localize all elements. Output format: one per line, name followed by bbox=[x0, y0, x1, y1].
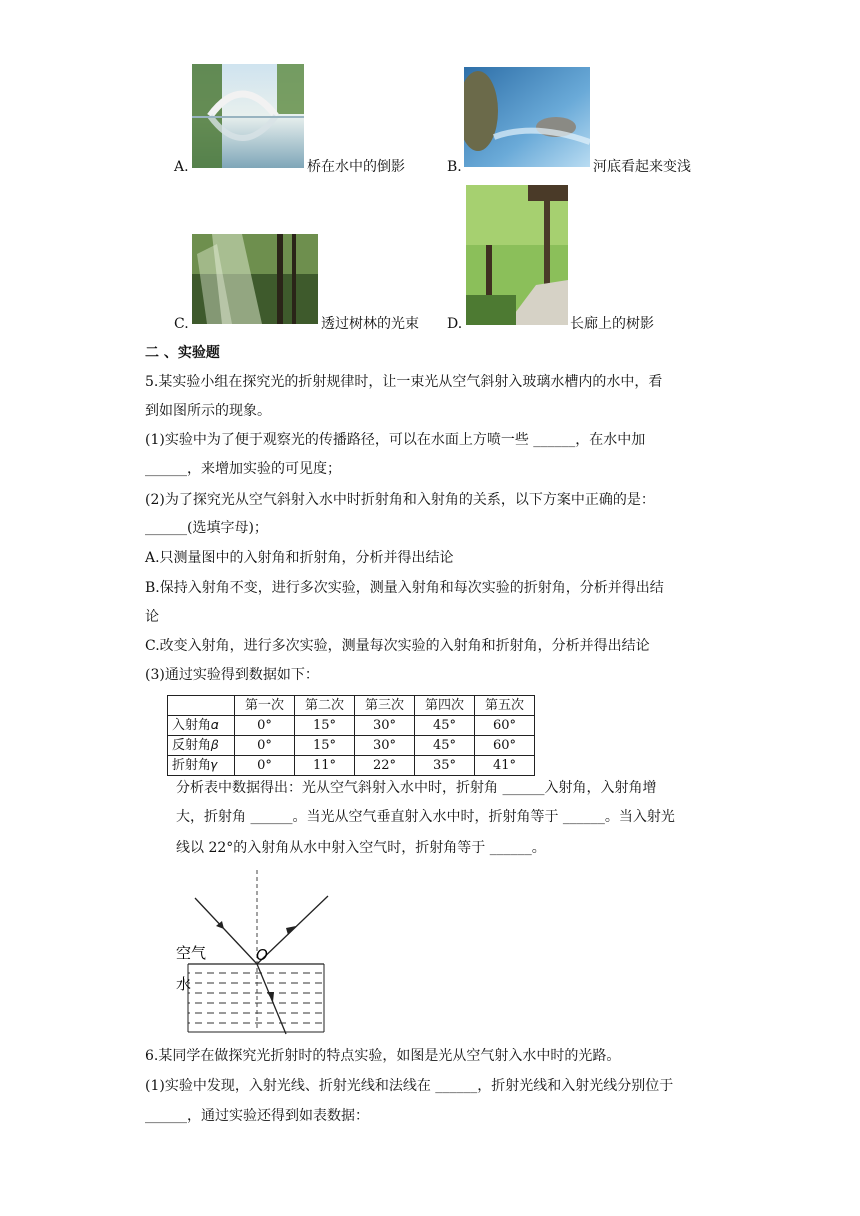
row-label: 折射角𝛾 bbox=[168, 756, 235, 776]
table-cell: 30° bbox=[355, 716, 415, 736]
section-title: 二 、实验题 bbox=[145, 345, 220, 361]
option-b-letter: B. bbox=[447, 159, 462, 175]
option-a-letter: A. bbox=[174, 159, 189, 175]
option-c-text: 透过树林的光束 bbox=[321, 316, 419, 332]
q5-part2-line1: (2)为了探究光从空气斜射入水中时折射角和入射角的关系，以下方案中正确的是： bbox=[145, 492, 655, 508]
option-c-letter: C. bbox=[174, 316, 189, 332]
table-cell: 45° bbox=[415, 716, 475, 736]
q5-analysis-line2: 大，折射角 ______。当光从空气垂直射入水中时，折射角等于 ______。当入射光 bbox=[176, 809, 675, 825]
q5-stem-line1: 5.某实验小组在探究光的折射规律时，让一束光从空气斜射入玻璃水槽内的水中，看 bbox=[145, 374, 663, 390]
forest-light-beams-photo bbox=[192, 234, 318, 324]
option-d-letter: D. bbox=[447, 316, 463, 332]
table-header-row bbox=[168, 696, 535, 716]
q5-analysis-line3: 线以 22°的入射角从水中射入空气时，折射角等于 ______。 bbox=[176, 840, 546, 856]
table-cell: 35° bbox=[415, 756, 475, 776]
table-cell: 0° bbox=[235, 736, 295, 756]
table-cell: 60° bbox=[475, 716, 535, 736]
table-header-cell: 第五次 bbox=[475, 696, 535, 716]
riverbed-stones-photo bbox=[464, 67, 590, 167]
refraction-diagram bbox=[170, 868, 340, 1036]
q5-part3: (3)通过实验得到数据如下： bbox=[145, 667, 319, 683]
row-label: 入射角𝛼 bbox=[168, 716, 235, 736]
table-header-cell: 第四次 bbox=[415, 696, 475, 716]
table-cell: 11° bbox=[295, 756, 355, 776]
q6-part1-line2: ______，通过实验还得到如表数据： bbox=[145, 1108, 369, 1124]
table-cell: 41° bbox=[475, 756, 535, 776]
table-cell: 15° bbox=[295, 716, 355, 736]
label-point-o: O bbox=[256, 946, 268, 964]
table-cell: 15° bbox=[295, 736, 355, 756]
table-row bbox=[168, 756, 535, 776]
row-label: 反射角𝛽 bbox=[168, 736, 235, 756]
table-cell: 0° bbox=[235, 716, 295, 736]
label-water: 水 bbox=[176, 975, 192, 993]
q5-stem-line2: 到如图所示的现象。 bbox=[145, 403, 271, 419]
table-header-cell: 第二次 bbox=[295, 696, 355, 716]
table-cell: 0° bbox=[235, 756, 295, 776]
table-row bbox=[168, 736, 535, 756]
q5-part1-line1: (1)实验中为了便于观察光的传播路径，可以在水面上方喷一些 ______，在水中加 bbox=[145, 432, 646, 448]
q5-data-table bbox=[167, 695, 535, 776]
table-header-cell: 第三次 bbox=[355, 696, 415, 716]
q5-option-b-line1: B.保持入射角不变，进行多次实验，测量入射角和每次实验的折射角，分析并得出结 bbox=[145, 580, 664, 596]
q5-analysis-line1: 分析表中数据得出：光从空气斜射入水中时，折射角 ______入射角，入射角增 bbox=[176, 780, 657, 796]
q5-option-c: C.改变入射角，进行多次实验，测量每次实验的入射角和折射角，分析并得出结论 bbox=[145, 638, 650, 654]
q5-part1-line2: ______，来增加实验的可见度； bbox=[145, 461, 341, 477]
q5-part2-line2: ______(选填字母)； bbox=[145, 520, 268, 536]
table-header-cell: 第一次 bbox=[235, 696, 295, 716]
table-cell bbox=[168, 696, 235, 716]
table-row bbox=[168, 716, 535, 736]
table-cell: 45° bbox=[415, 736, 475, 756]
option-d-text: 长廊上的树影 bbox=[570, 316, 654, 332]
q5-option-a: A.只测量图中的入射角和折射角，分析并得出结论 bbox=[145, 550, 454, 566]
table-cell: 30° bbox=[355, 736, 415, 756]
table-cell: 22° bbox=[355, 756, 415, 776]
table-cell: 60° bbox=[475, 736, 535, 756]
corridor-tree-shadow-photo bbox=[466, 185, 568, 325]
water-region bbox=[188, 964, 324, 1032]
reflected-arrow-icon bbox=[286, 926, 296, 935]
label-air: 空气 bbox=[176, 944, 207, 962]
option-b-text: 河底看起来变浅 bbox=[593, 159, 691, 175]
q6-stem: 6.某同学在做探究光折射时的特点实验，如图是光从空气射入水中时的光路。 bbox=[145, 1048, 621, 1064]
option-a-text: 桥在水中的倒影 bbox=[307, 159, 405, 175]
q5-option-b-line2: 论 bbox=[145, 609, 159, 625]
bridge-reflection-photo bbox=[192, 64, 304, 168]
q6-part1-line1: (1)实验中发现，入射光线、折射光线和法线在 ______，折射光线和入射光线分别位于 bbox=[145, 1078, 674, 1094]
